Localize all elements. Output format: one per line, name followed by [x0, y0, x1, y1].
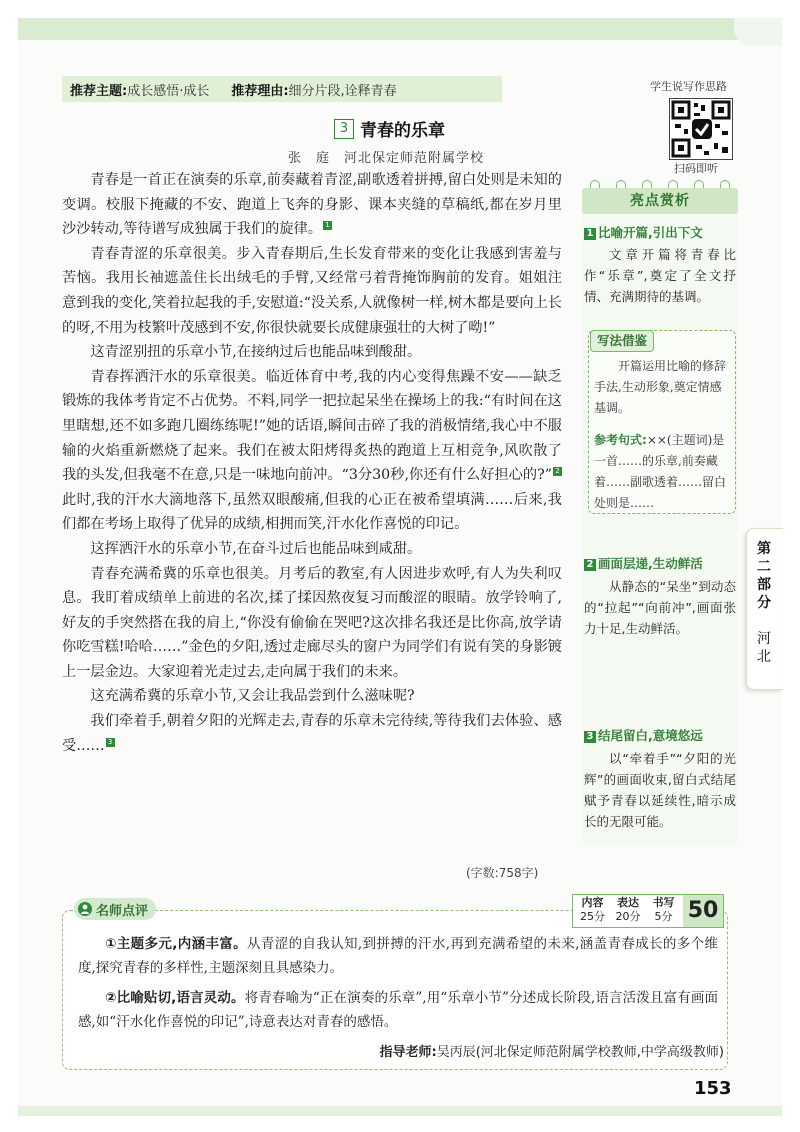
reference-text: ××(主题词)是一首……的乐章,前奏藏着……副歌透着……留白处则是…… [594, 433, 727, 510]
highlight-title-1: 1 比喻开篇,引出下文 [584, 223, 703, 241]
highlight-title-3: 3 结尾留白,意境悠远 [584, 726, 703, 744]
annotation-marker[interactable]: 1 [323, 221, 332, 230]
paragraph: 这挥洒汗水的乐章小节,在奋斗过后也能品味到咸甜。 [90, 540, 422, 557]
evaluation-point-2: ②比喻贴切,语言灵动。将青春喻为“正在演奏的乐章”,用“乐章小节”分述成长阶段,语言活泼且富有画面感,如“汗水化作喜悦的印记”,诗意表达对青春的感悟。 [78, 990, 718, 1030]
article-number: 3 [334, 119, 354, 139]
article-title-row [334, 116, 445, 141]
qr-code-icon[interactable] [669, 98, 733, 160]
section-tab-part: 第二部分 [757, 541, 771, 611]
paragraph: 我们牵着手,朝着夕阳的光辉走去,青春的乐章未完待续,等待我们去体验、感受…… 3 [62, 713, 562, 754]
paragraph: 青春青涩的乐章很美。步入青春期后,生长发育带来的变化让我感到害羞与苦恼。我用长袖遮盖住长出绒毛的手臂,又经常弓着背掩饰胸前的发育。姐姐注意到我的变化,笑着拉起我的手,安慰道:“没关系,人就像树一样,树木都是要向上长的呀,不用为枝繁叶茂感到不安,你很快就要长成健康强壮的大树了呦!” [62, 245, 562, 336]
evaluation-point-1: ①主题多元,内涵丰富。从青涩的自我认知,到拼搏的汗水,再到充满希望的未来,涵盖青春成长的多个维度,探究青春的多样性,主题深刻且具感染力。 [78, 936, 719, 976]
paragraph: 青春充满希冀的乐章也很美。月考后的教室,有人因进步欢呼,有人为失利叹息。我盯着成绩单上前进的名次,揉了揉因熬夜复习而酸涩的眼睛。放学铃响了,好友的手突然搭在我的肩上,“你没有偷偷在哭吧?这次排名我还是比你高,放学请你吃雪糕!哈哈……”金色的夕阳,透过走廊尽头的窗户为同学们有说有笑的身影镀上一层金边。大家迎着光走过去,走向属于我们的未来。 [62, 565, 562, 680]
sidebar-header-title: 亮点赏析 [630, 193, 690, 209]
top-corner-decor [734, 18, 782, 46]
score-value: 5分 [654, 910, 673, 923]
rec-theme-label: 推荐主题: [70, 83, 128, 99]
article-title: 青春的乐章 [360, 121, 445, 141]
person-icon [78, 902, 92, 916]
section-tab-province: 河北 [757, 631, 771, 665]
rec-theme-value: 成长感悟·成长 [127, 83, 210, 99]
paragraph: 青春挥洒汗水的乐章很美。临近体育中考,我的内心变得焦躁不安——缺乏锻炼的我体考肯定不占优势。不料,同学一把拉起呆坐在操场上的我:“有时间在这里瞎想,还不如多跑几圈练练呢!”她的话语,瞬间击碎了我的消极情绪,我心中不服输的火焰重新燃烧了起来。我们在被太阳烤得炙热的跑道上互相竞争,风吹散了我的头发,但我毫不在意,只是一味地向前冲。“3分30秒,你还有什么好担心的?” 2此时,我的汗水大滴地落下,虽然双眼酸痛,但我的心正在被希望填满……后来,我们都在考场上取得了优异的成绩,相拥而笑,汗水化作喜悦的印记。 [62, 368, 562, 533]
bottom-decor-bar [18, 1106, 782, 1116]
sidebar-header [582, 180, 738, 214]
highlight-title-2: 2 画面层递,生动鲜活 [584, 554, 703, 572]
article-body [62, 168, 562, 758]
qr-title: 学生说写作思路 [650, 80, 727, 93]
paragraph: 青春是一首正在演奏的乐章,前奏藏着青涩,副歌透着拼搏,留白处则是未知的变调。校服下掩藏的不安、跑道上飞奔的身影、课本夹缝的草稿纸,都在岁月里沙沙转动,等待谱写成独属于我们的旋律。 1 [62, 172, 562, 238]
paragraph: 这充满希冀的乐章小节,又会让我品尝到什么滋味呢? [90, 688, 415, 705]
score-header: 表达 [617, 896, 639, 909]
writing-tip-label: 写法借鉴 [590, 330, 654, 352]
annotation-marker[interactable]: 2 [553, 467, 562, 476]
recommendation-strip [62, 76, 502, 102]
paragraph: 这青涩别扭的乐章小节,在接纳过后也能品味到酸甜。 [90, 344, 422, 361]
score-total: 50 [683, 895, 723, 927]
article-author: 张 庭 河北保定师范附属学校 [288, 151, 485, 166]
qr-subtitle: 扫码即听 [674, 162, 718, 175]
reference-label: 参考句式: [594, 433, 647, 447]
rec-reason-value: 细分片段,诠释青春 [288, 83, 397, 99]
writing-tip-reference [594, 430, 730, 514]
highlight-text-1: 文章开篇将青春比作“乐章”,奠定了全文抒情、充满期待的基调。 [584, 247, 736, 304]
guide-teacher: 指导老师:吴丙辰(河北保定师范附属学校教师,中学高级教师) [379, 1045, 724, 1060]
score-value: 20分 [615, 910, 641, 923]
score-header: 内容 [581, 896, 604, 909]
score-table [572, 894, 724, 928]
annotation-marker[interactable]: 3 [106, 738, 115, 747]
rec-reason-label: 推荐理由: [231, 83, 289, 99]
highlight-text-3: 以“牵着手”“夕阳的光辉”的画面收束,留白式结尾赋予青春以延续性,暗示成长的无限可能。 [584, 751, 736, 829]
top-decor-bar [18, 18, 782, 40]
score-header: 书写 [652, 896, 675, 909]
page-number: 153 [694, 1078, 732, 1099]
highlight-text-2: 从静态的“呆坐”到动态的“拉起”“向前冲”,画面张力十足,生动鲜活。 [584, 579, 736, 636]
score-value: 25分 [579, 910, 605, 923]
evaluation-label: 名师点评 [74, 898, 156, 920]
word-count: (字数:758字) [466, 866, 539, 880]
writing-tip-text: 开篇运用比喻的修辞手法,生动形象,奠定情感基调。 [594, 359, 727, 415]
